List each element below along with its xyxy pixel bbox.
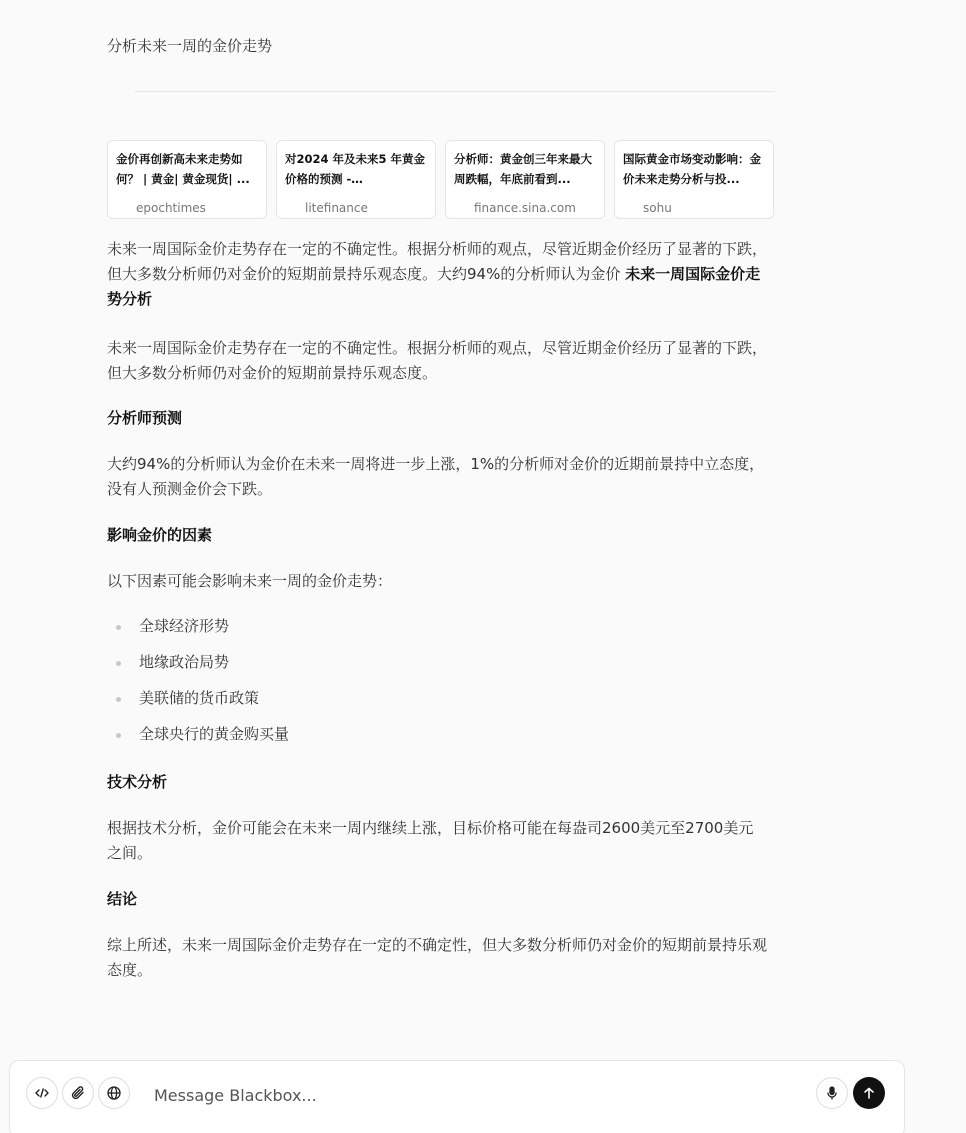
microphone-icon — [824, 1085, 840, 1101]
user-query: 分析未来一周的金价走势 — [107, 37, 273, 55]
code-icon — [34, 1085, 50, 1101]
arrow-up-icon — [862, 1086, 876, 1100]
source-cards — [107, 140, 774, 219]
voice-button[interactable] — [816, 1077, 848, 1109]
list-item — [107, 650, 767, 675]
list-item — [107, 686, 767, 711]
attach-button[interactable] — [62, 1077, 94, 1109]
answer-content — [107, 237, 767, 983]
message-input[interactable] — [154, 1083, 754, 1107]
answer-intro — [107, 237, 767, 312]
bullet-dot — [116, 697, 121, 702]
message-composer — [9, 1060, 905, 1133]
bullet-dot — [116, 733, 121, 738]
section-heading-factors: 影响金价的因素 — [107, 526, 213, 544]
answer-paragraph: 以下因素可能会影响未来一周的金价走势： — [107, 572, 393, 590]
source-domain: epochtimes — [136, 201, 206, 215]
list-item — [107, 722, 767, 747]
globe-icon — [106, 1085, 122, 1101]
source-domain: finance.sina.com — [474, 201, 576, 215]
send-button[interactable] — [853, 1077, 885, 1109]
answer-paragraph: 根据技术分析，金价可能会在未来一周内继续上涨，目标价格可能在每盎司2600美元至2700美元之间。 — [107, 819, 754, 862]
intro-text: 未来一周国际金价走势存在一定的不确定性。根据分析师的观点，尽管近期金价经历了显著的下跌，但大多数分析师仍对金价的短期前景持乐观态度。大约94%的分析师认为金价 — [107, 240, 768, 283]
section-heading-conclusion: 结论 — [107, 890, 138, 908]
web-search-button[interactable] — [98, 1077, 130, 1109]
source-domain: litefinance — [305, 201, 368, 215]
source-title: 国际黄金市场变动影响：金价未来走势分析与投... — [623, 152, 761, 186]
list-item-text: 地缘政治局势 — [139, 653, 230, 671]
source-card[interactable] — [614, 140, 774, 219]
source-title: 金价再创新高未来走势如何？ | 黄金| 黄金现货| ... — [116, 152, 250, 186]
answer-paragraph: 未来一周国际金价走势存在一定的不确定性。根据分析师的观点，尽管近期金价经历了显著的下跌，但大多数分析师仍对金价的短期前景持乐观态度。 — [107, 339, 768, 382]
factor-list — [107, 614, 767, 747]
bullet-dot — [116, 661, 121, 666]
section-heading-tech: 技术分析 — [107, 773, 168, 791]
list-item-text: 全球央行的黄金购买量 — [139, 725, 290, 743]
source-title: 对2024 年及未来5 年黄金价格的预测 - — [285, 152, 426, 186]
source-title: 分析师：黄金创三年来最大周跌幅，年底前看到... — [454, 152, 592, 186]
list-item-text: 美联储的货币政策 — [139, 689, 260, 707]
source-card[interactable] — [107, 140, 267, 219]
list-item-text: 全球经济形势 — [139, 617, 230, 635]
section-heading-forecast: 分析师预测 — [107, 409, 183, 427]
paperclip-icon — [70, 1085, 86, 1101]
intro-bold: 未来一周国际金价走势分析 — [107, 265, 761, 308]
divider — [135, 91, 775, 92]
bullet-dot — [116, 625, 121, 630]
list-item — [107, 614, 767, 639]
answer-paragraph: 综上所述，未来一周国际金价走势存在一定的不确定性，但大多数分析师仍对金价的短期前景持乐观态度。 — [107, 936, 768, 979]
source-card[interactable] — [276, 140, 436, 219]
code-button[interactable] — [26, 1077, 58, 1109]
source-card[interactable] — [445, 140, 605, 219]
source-domain: sohu — [643, 201, 672, 215]
answer-paragraph: 大约94%的分析师认为金价在未来一周将进一步上涨，1%的分析师对金价的近期前景持中立态度，没有人预测金价会下跌。 — [107, 455, 765, 498]
